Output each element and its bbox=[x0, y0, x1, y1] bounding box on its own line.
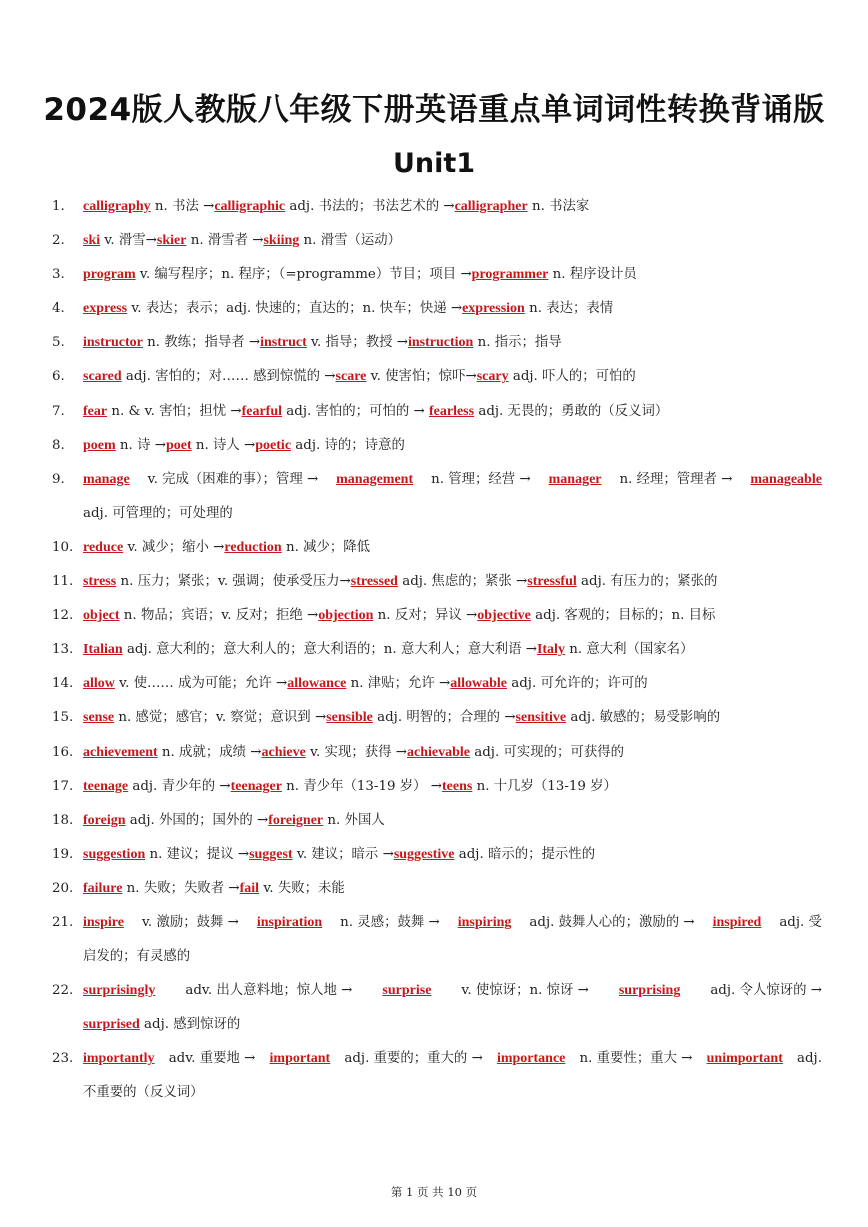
vocab-entry bbox=[0, 599, 868, 633]
vocab-word: sensible bbox=[326, 710, 373, 726]
vocab-entry-line bbox=[0, 599, 868, 633]
vocab-entry bbox=[0, 633, 868, 667]
entry-text bbox=[83, 190, 822, 224]
vocab-word: scared bbox=[83, 369, 122, 385]
word-definition: n. 经理；管理者 → bbox=[619, 471, 733, 487]
vocab-word: fearless bbox=[428, 403, 475, 419]
entry-number: 11. bbox=[52, 574, 74, 590]
word-definition: adj. 焦虑的；紧张 → bbox=[397, 574, 528, 590]
entry-number: 3. bbox=[52, 267, 65, 283]
entry-number: 18. bbox=[52, 812, 74, 828]
word-definition: v. 滑雪→ bbox=[100, 233, 157, 249]
vocab-entry-line bbox=[0, 736, 868, 770]
entry-number: 14. bbox=[52, 676, 74, 692]
word-definition: n. 诗 → bbox=[115, 437, 166, 453]
vocab-word: stressful bbox=[527, 574, 577, 590]
vocab-word: calligraphic bbox=[214, 199, 286, 214]
vocab-word: instruction bbox=[407, 335, 474, 351]
vocab-entry-line bbox=[0, 190, 868, 224]
word-definition: v. 表达；表示；adj. 快速的；直达的；n. 快车；快递 → bbox=[127, 301, 463, 317]
entry-text bbox=[83, 565, 822, 599]
vocab-word: inspire bbox=[83, 914, 124, 930]
word-definition: adj. 外国的；国外的 → bbox=[125, 812, 269, 828]
word-definition: adj. 害怕的；可怕的 → bbox=[282, 403, 429, 419]
vocab-entry-line bbox=[0, 1042, 868, 1076]
vocab-word: skier bbox=[156, 233, 187, 249]
entry-text bbox=[83, 701, 822, 735]
vocab-entry-line bbox=[0, 224, 868, 258]
vocab-word: surprising bbox=[618, 983, 681, 999]
word-definition: v. 使害怕；惊吓→ bbox=[366, 369, 477, 385]
vocab-word: manageable bbox=[750, 471, 822, 487]
word-definition: n. & v. 害怕；担忧 → bbox=[107, 403, 242, 419]
word-definition: n. 反对；异议 → bbox=[373, 608, 478, 624]
vocab-entry-line bbox=[0, 326, 868, 360]
word-definition: n. 灵感；鼓舞 → bbox=[340, 914, 440, 930]
vocab-word: importance bbox=[496, 1051, 566, 1067]
entry-number: 6. bbox=[52, 369, 65, 385]
entry-number: 15. bbox=[52, 710, 74, 726]
vocab-word: management bbox=[336, 471, 414, 487]
vocab-entry bbox=[0, 531, 868, 565]
vocab-entry-line bbox=[0, 804, 868, 838]
word-definition: adj. 无畏的；勇敢的（反义词） bbox=[474, 403, 669, 419]
entry-number: 17. bbox=[52, 778, 74, 794]
word-definition: n. 表达；表情 bbox=[524, 301, 614, 317]
vocab-entry-line bbox=[0, 565, 868, 599]
word-definition: adj. 可管理的；可处理的 bbox=[83, 505, 233, 521]
entry-number: 13. bbox=[52, 642, 74, 658]
entry-number: 8. bbox=[52, 437, 65, 453]
vocab-entry bbox=[0, 395, 868, 429]
word-definition: n. 失败；失败者 → bbox=[122, 880, 240, 896]
word-definition: adj. 吓人的；可怕的 bbox=[508, 369, 636, 385]
unit-heading: Unit1 bbox=[392, 148, 476, 179]
word-definition: n. 感觉；感官；v. 察觉；意识到 → bbox=[114, 710, 327, 726]
vocab-entry-line bbox=[0, 940, 868, 974]
vocab-word: surprised bbox=[83, 1017, 140, 1033]
word-definition: adj. 敏感的；易受影响的 bbox=[566, 710, 721, 726]
document-title: 2024版人教版八年级下册英语重点单词词性转换背诵版 bbox=[43, 92, 825, 128]
vocab-entry-line bbox=[0, 360, 868, 394]
vocab-entry bbox=[0, 667, 868, 701]
vocab-entry-line bbox=[0, 974, 868, 1008]
word-definition: n. 青少年（13-19 岁） → bbox=[281, 778, 442, 794]
entry-text bbox=[83, 395, 822, 429]
vocab-word: objection bbox=[318, 608, 374, 624]
entry-text bbox=[83, 463, 822, 497]
vocab-word: Italian bbox=[83, 642, 123, 658]
vocab-word: fail bbox=[239, 880, 260, 896]
word-definition: adj. 令人惊讶的 → bbox=[710, 983, 822, 999]
word-definition: v. 失败；未能 bbox=[259, 880, 345, 896]
entry-number: 10. bbox=[52, 539, 74, 555]
vocab-word: objective bbox=[477, 608, 531, 624]
vocab-word: program bbox=[83, 267, 136, 283]
vocab-entry bbox=[0, 326, 868, 360]
vocab-word: suggest bbox=[249, 846, 293, 862]
vocab-word: suggestion bbox=[83, 846, 146, 862]
vocab-word: achievement bbox=[83, 744, 158, 760]
vocab-word: stressed bbox=[350, 574, 398, 590]
word-definition: n. 减少；降低 bbox=[281, 539, 371, 555]
vocab-word: programmer bbox=[471, 267, 549, 283]
entry-number: 9. bbox=[52, 471, 65, 487]
word-definition: n. 意大利（国家名） bbox=[564, 642, 694, 658]
vocab-word: suggestive bbox=[393, 846, 455, 862]
entry-number: 5. bbox=[52, 335, 65, 351]
entry-text bbox=[83, 1042, 822, 1076]
word-definition: n. 重要性；重大 → bbox=[579, 1051, 693, 1067]
vocab-word: sense bbox=[83, 710, 115, 726]
entry-text bbox=[83, 770, 822, 804]
word-definition: n. 教练；指导者 → bbox=[142, 335, 261, 351]
vocab-word: calligraphy bbox=[83, 199, 151, 214]
entry-text bbox=[83, 736, 822, 770]
vocab-word: surprise bbox=[382, 983, 432, 999]
vocab-word: instructor bbox=[83, 335, 143, 351]
word-definition: adj. 暗示的；提示性的 bbox=[454, 846, 596, 862]
entry-text bbox=[83, 258, 822, 292]
word-definition: n. 压力；紧张；v. 强调；使承受压力→ bbox=[116, 574, 351, 590]
word-definition: adj. 客观的；目标的；n. 目标 bbox=[530, 608, 716, 624]
vocab-entry-line bbox=[0, 258, 868, 292]
word-definition: adj. 可允许的；许可的 bbox=[507, 676, 648, 692]
word-definition: adj. 诗的；诗意的 bbox=[291, 437, 405, 453]
word-definition: v. 建议；暗示 → bbox=[292, 846, 394, 862]
vocab-word: ski bbox=[83, 233, 101, 249]
vocab-entry bbox=[0, 838, 868, 872]
word-definition: adj. 感到惊讶的 bbox=[139, 1017, 241, 1033]
vocab-word: fearful bbox=[241, 403, 283, 419]
vocab-word: unimportant bbox=[706, 1051, 783, 1067]
entry-text bbox=[83, 906, 822, 940]
vocab-word: failure bbox=[83, 880, 123, 896]
vocab-word: object bbox=[83, 608, 120, 624]
vocab-entry bbox=[0, 258, 868, 292]
word-definition: adj. 可实现的；可获得的 bbox=[470, 744, 624, 760]
word-definition: adv. 重要地 → bbox=[168, 1051, 256, 1067]
page-footer: 第 1 页 共 10 页 bbox=[390, 1185, 478, 1199]
vocab-word: scary bbox=[476, 369, 509, 385]
vocab-word: teens bbox=[442, 778, 473, 794]
word-definition: v. 激励；鼓舞 → bbox=[141, 914, 239, 930]
word-definition: n. 指示；指导 bbox=[473, 335, 562, 351]
entry-number: 4. bbox=[52, 301, 65, 317]
word-definition: adj. 有压力的；紧张的 bbox=[576, 574, 718, 590]
word-definition: adj. bbox=[797, 1051, 822, 1067]
entry-text bbox=[83, 804, 822, 838]
entry-text bbox=[83, 292, 822, 326]
vocab-word: poetic bbox=[255, 437, 292, 453]
entry-text bbox=[83, 429, 822, 463]
word-definition: n. 诗人 → bbox=[191, 437, 256, 453]
entry-number: 20. bbox=[52, 880, 74, 896]
vocab-entry-line bbox=[0, 667, 868, 701]
vocab-word: stress bbox=[83, 574, 117, 590]
vocab-entry-line bbox=[0, 906, 868, 940]
word-definition: v. 使惊讶；n. 惊讶 → bbox=[461, 983, 589, 999]
vocab-entry bbox=[0, 190, 868, 224]
word-definition: 不重要的（反义词） bbox=[83, 1085, 204, 1101]
entry-text bbox=[83, 497, 822, 531]
vocab-entry-line bbox=[0, 1008, 868, 1042]
word-definition: v. 减少；缩小 → bbox=[123, 539, 225, 555]
vocab-entry-line bbox=[0, 701, 868, 735]
word-definition: n. 成就；成绩 → bbox=[157, 744, 262, 760]
vocab-entry bbox=[0, 736, 868, 770]
word-definition: n. 津贴；允许 → bbox=[346, 676, 451, 692]
vocab-word: Italy bbox=[536, 642, 565, 658]
word-definition: adj. 鼓舞人心的；激励的 → bbox=[529, 914, 695, 930]
vocab-word: manager bbox=[548, 471, 602, 487]
vocab-entry-line bbox=[0, 633, 868, 667]
entry-text bbox=[83, 224, 822, 258]
vocab-entry bbox=[0, 1042, 868, 1110]
vocab-word: teenage bbox=[83, 778, 129, 794]
word-definition: n. 物品；宾语；v. 反对；拒绝 → bbox=[119, 608, 319, 624]
word-definition: n. 管理；经营 → bbox=[431, 471, 531, 487]
word-definition: adj. 受 bbox=[779, 914, 822, 930]
word-definition: n. 书法 → bbox=[150, 199, 215, 214]
entry-text bbox=[83, 974, 822, 1008]
word-definition: v. 编写程序；n. 程序；（=programme）节目；项目 → bbox=[135, 267, 472, 283]
vocab-word: reduce bbox=[83, 539, 124, 555]
word-definition: n. 书法家 bbox=[527, 199, 590, 214]
vocab-entry-line bbox=[0, 292, 868, 326]
vocabulary-list bbox=[0, 190, 868, 1111]
word-definition: v. 实现；获得 → bbox=[305, 744, 407, 760]
vocab-entry bbox=[0, 872, 868, 906]
entry-text bbox=[83, 531, 822, 565]
vocab-word: fear bbox=[83, 403, 108, 419]
vocab-entry-line bbox=[0, 395, 868, 429]
vocab-entry bbox=[0, 701, 868, 735]
vocab-entry bbox=[0, 804, 868, 838]
vocab-word: skiing bbox=[263, 233, 300, 249]
vocab-word: inspiration bbox=[256, 914, 323, 930]
entry-text bbox=[83, 940, 822, 974]
vocab-entry bbox=[0, 565, 868, 599]
vocab-entry-line bbox=[0, 497, 868, 531]
vocab-entry-line bbox=[0, 770, 868, 804]
word-definition: 启发的；有灵感的 bbox=[83, 949, 191, 965]
vocab-word: poem bbox=[83, 437, 116, 453]
entry-text bbox=[83, 838, 822, 872]
entry-number: 12. bbox=[52, 608, 74, 624]
entry-text bbox=[83, 360, 822, 394]
word-definition: adj. 意大利的；意大利人的；意大利语的；n. 意大利人；意大利语 → bbox=[122, 642, 537, 658]
vocab-word: inspiring bbox=[457, 914, 512, 930]
entry-number: 22. bbox=[52, 983, 74, 999]
word-definition: n. 外国人 bbox=[323, 812, 385, 828]
word-definition: adj. 害怕的；对…… 感到惊慌的 → bbox=[121, 369, 336, 385]
vocab-entry bbox=[0, 292, 868, 326]
vocab-entry-line bbox=[0, 463, 868, 497]
entry-text bbox=[83, 872, 822, 906]
entry-number: 19. bbox=[52, 846, 74, 862]
entry-number: 2. bbox=[52, 233, 65, 249]
entry-text bbox=[83, 1076, 822, 1110]
vocab-entry bbox=[0, 429, 868, 463]
vocab-word: scare bbox=[335, 369, 367, 385]
vocab-word: instruct bbox=[260, 335, 307, 351]
word-definition: n. 十几岁（13-19 岁） bbox=[472, 778, 617, 794]
vocab-entry-line bbox=[0, 838, 868, 872]
entry-text bbox=[83, 633, 822, 667]
word-definition: n. 建议；提议 → bbox=[145, 846, 250, 862]
vocab-word: achievable bbox=[407, 744, 470, 760]
entry-number: 21. bbox=[52, 914, 74, 930]
word-definition: n. 程序设计员 bbox=[548, 267, 637, 283]
vocab-word: importantly bbox=[83, 1051, 155, 1067]
word-definition: adv. 出人意料地；惊人地 → bbox=[185, 983, 353, 999]
word-definition: adj. 青少年的 → bbox=[128, 778, 231, 794]
vocab-word: express bbox=[83, 301, 128, 317]
entry-text bbox=[83, 326, 822, 360]
vocab-word: important bbox=[269, 1051, 331, 1067]
entry-number: 1. bbox=[52, 199, 65, 214]
entry-number: 16. bbox=[52, 744, 74, 760]
vocab-entry bbox=[0, 906, 868, 974]
vocab-word: surprisingly bbox=[83, 983, 156, 999]
vocab-entry bbox=[0, 463, 868, 531]
vocab-word: sensitive bbox=[515, 710, 567, 726]
entry-text bbox=[83, 667, 822, 701]
vocab-entry bbox=[0, 974, 868, 1042]
word-definition: v. 使…… 成为可能；允许 → bbox=[114, 676, 288, 692]
vocab-word: reduction bbox=[224, 539, 282, 555]
word-definition: v. 指导；教授 → bbox=[306, 335, 408, 351]
vocab-entry bbox=[0, 360, 868, 394]
vocab-word: inspired bbox=[712, 914, 762, 930]
word-definition: v. 完成（困难的事）；管理 → bbox=[147, 471, 319, 487]
vocab-entry bbox=[0, 770, 868, 804]
vocab-word: expression bbox=[462, 301, 525, 317]
word-definition: adj. 明智的；合理的 → bbox=[372, 710, 516, 726]
vocab-word: calligrapher bbox=[454, 199, 528, 214]
vocab-entry-line bbox=[0, 1076, 868, 1110]
entry-text bbox=[83, 1008, 822, 1042]
word-definition: adj. 重要的；重大的 → bbox=[344, 1051, 483, 1067]
vocab-entry-line bbox=[0, 531, 868, 565]
vocab-entry-line bbox=[0, 872, 868, 906]
vocab-word: foreign bbox=[83, 812, 126, 828]
word-definition: n. 滑雪者 → bbox=[186, 233, 264, 249]
entry-text bbox=[83, 599, 822, 633]
vocab-word: poet bbox=[165, 437, 192, 453]
word-definition: n. 滑雪（运动） bbox=[299, 233, 402, 249]
vocab-word: achieve bbox=[261, 744, 306, 760]
vocab-word: allowance bbox=[287, 676, 347, 692]
word-definition: adj. 书法的；书法艺术的 → bbox=[285, 199, 455, 214]
vocab-entry-line bbox=[0, 429, 868, 463]
vocab-word: teenager bbox=[230, 778, 282, 794]
vocab-word: allow bbox=[83, 676, 115, 692]
vocab-word: manage bbox=[83, 471, 130, 487]
vocab-word: foreigner bbox=[268, 812, 324, 828]
vocab-entry bbox=[0, 224, 868, 258]
vocab-word: allowable bbox=[450, 676, 507, 692]
entry-number: 7. bbox=[52, 403, 65, 419]
entry-number: 23. bbox=[52, 1051, 74, 1067]
